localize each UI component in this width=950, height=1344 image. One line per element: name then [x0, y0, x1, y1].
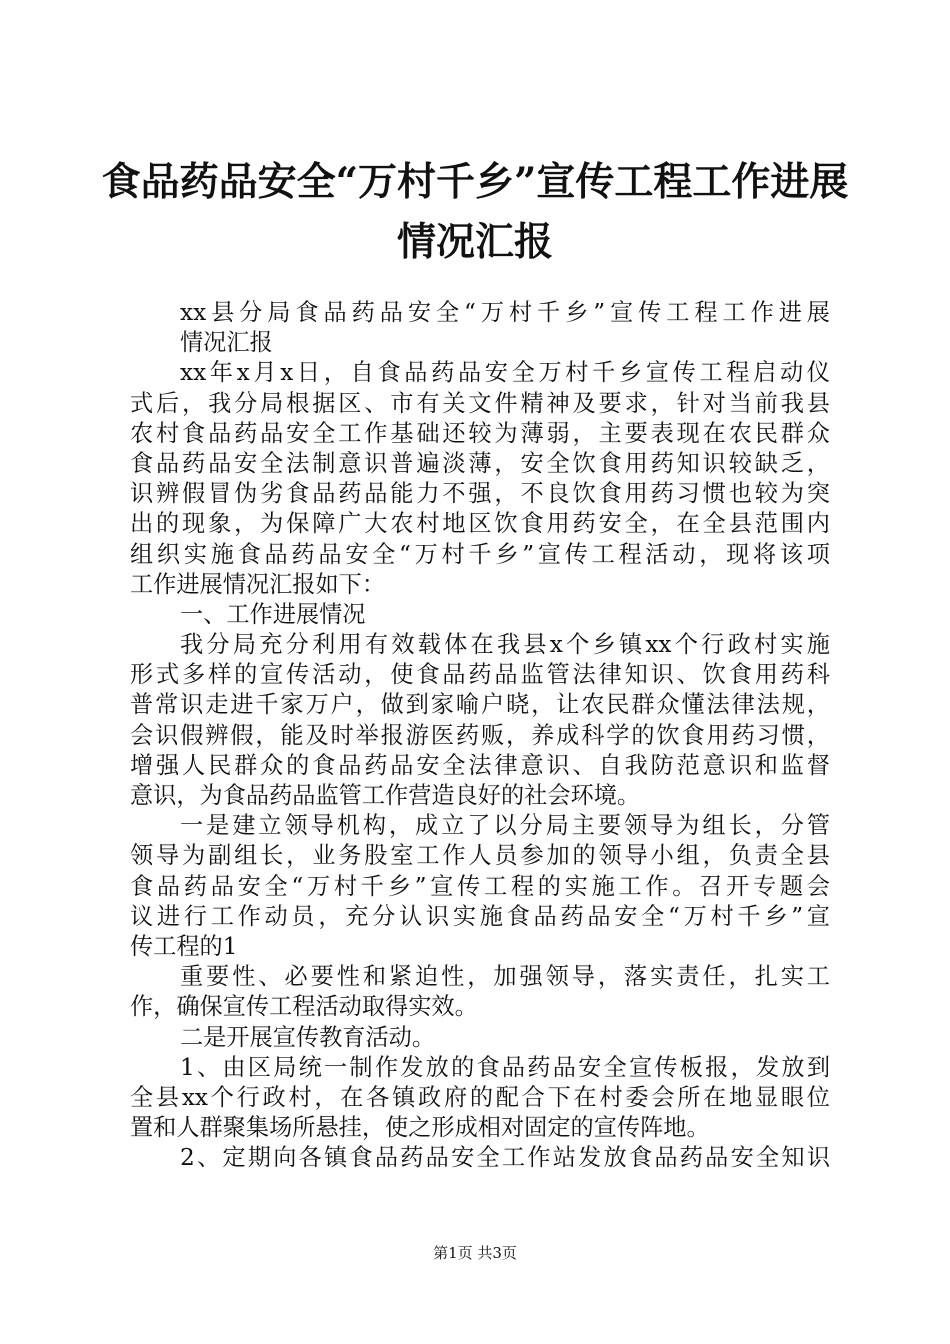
text-line: 识辨假冒伪劣食品药品能力不强，不良饮食用药习惯也较为突 — [130, 480, 830, 508]
text-line: 式后，我分局根据区、市有关文件精神及要求，针对当前我县 — [130, 389, 830, 417]
text-line: 普常识走进千家万户，做到家喻户晓，让农民群众懂法律法规， — [130, 691, 830, 719]
text-line: 二是开展宣传教育活动。 — [180, 1023, 436, 1051]
document-title-line-2: 情况汇报 — [396, 219, 553, 265]
text-line: 组织实施食品药品安全“万村千乡”宣传工程活动，现将该项 — [130, 540, 830, 568]
text-line: 工作进展情况汇报如下： — [130, 570, 386, 598]
text-line: 农村食品药品安全工作基础还较为薄弱，主要表现在农民群众 — [130, 419, 830, 447]
text-line: 议进行工作动员，充分认识实施食品药品安全“万村千乡”宣 — [130, 902, 830, 930]
text-line: 形式多样的宣传活动，使食品药品监管法律知识、饮食用药科 — [130, 661, 830, 689]
text-line: 增强人民群众的食品药品安全法律意识、自我防范意识和监督 — [130, 751, 830, 779]
text-line: 出的现象，为保障广大农村地区饮食用药安全，在全县范围内 — [130, 510, 830, 538]
text-line: 1、由区局统一制作发放的食品药品安全宣传板报，发放到 — [180, 1053, 830, 1081]
text-line: 一是建立领导机构，成立了以分局主要领导为组长，分管 — [180, 812, 830, 840]
text-line: 2、定期向各镇食品药品安全工作站发放食品药品安全知识 — [180, 1144, 830, 1172]
text-line: 传工程的1 — [130, 932, 238, 960]
text-line: 食品药品安全法制意识普遍淡薄，安全饮食用药知识较缺乏， — [130, 449, 830, 477]
text-line: 意识，为食品药品监管工作营造良好的社会环境。 — [130, 782, 641, 809]
text-line: 会识假辨假，能及时举报游医药贩，养成科学的饮食用药习惯， — [130, 721, 830, 749]
text-line: 食品药品安全“万村千乡”宣传工程的实施工作。召开专题会 — [130, 872, 830, 900]
text-line: 作，确保宣传工程活动取得实效。 — [130, 993, 478, 1021]
text-line: 全县xx个行政村，在各镇政府的配合下在村委会所在地显眼位 — [130, 1083, 830, 1111]
text-line: 情况汇报 — [180, 329, 273, 357]
text-line: xx年x月x日，自食品药品安全万村千乡宣传工程启动仪 — [180, 359, 830, 387]
page-number-footer: 第1页 共3页 — [433, 1244, 517, 1262]
document-title-line-1: 食品药品安全“万村千乡”宣传工程工作进展 — [101, 159, 849, 205]
text-line: 置和人群聚集场所悬挂，使之形成相对固定的宣传阵地。 — [130, 1114, 710, 1142]
text-line: 领导为副组长，业务股室工作人员参加的领导小组，负责全县 — [130, 842, 830, 870]
section-heading: 一、工作进展情况 — [180, 600, 366, 628]
text-line: xx县分局食品药品安全“万村千乡”宣传工程工作进展 — [180, 299, 830, 326]
text-line: 重要性、必要性和紧迫性，加强领导，落实责任，扎实工 — [180, 963, 830, 991]
text-line: 我分局充分利用有效载体在我县x个乡镇xx个行政村实施 — [180, 631, 830, 659]
document-body — [130, 298, 830, 1173]
